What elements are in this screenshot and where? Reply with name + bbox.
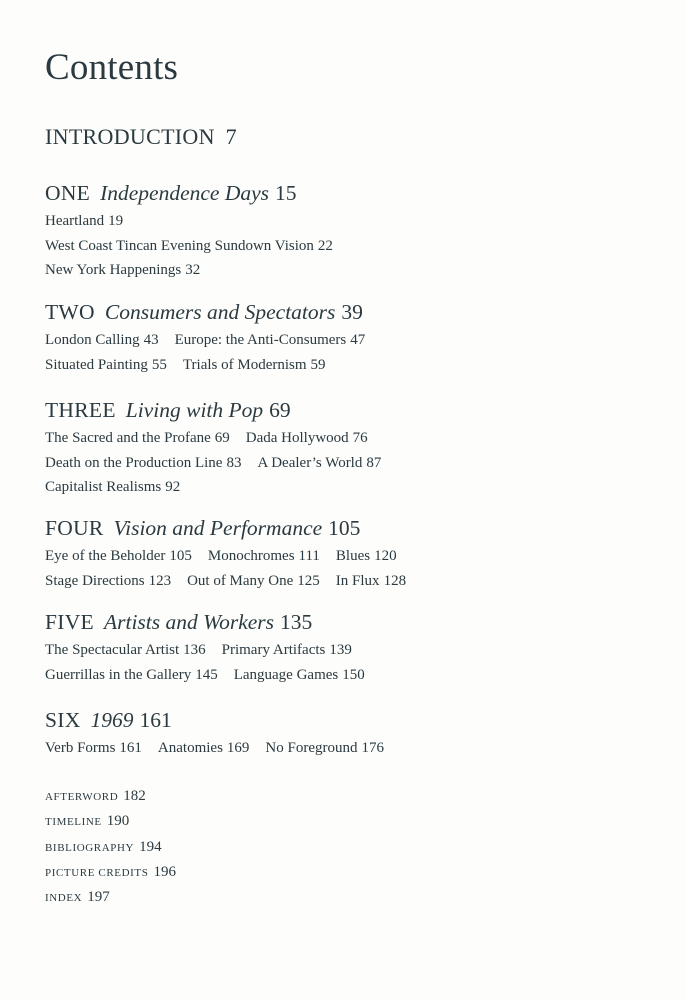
chapter-heading[interactable] xyxy=(45,705,665,735)
section-title: Death on the Production Line xyxy=(45,454,223,471)
chapter-heading[interactable] xyxy=(45,297,665,327)
section-page: 22 xyxy=(317,237,333,254)
section-title: Out of Many One xyxy=(187,572,294,589)
introduction-label: INTRODUCTION xyxy=(45,124,215,149)
back-matter-list xyxy=(45,784,176,910)
chapter-number: TWO xyxy=(45,300,95,324)
chapter-page: 69 xyxy=(269,398,291,422)
section-title: Language Games xyxy=(233,666,339,683)
section-entry[interactable] xyxy=(234,663,365,688)
section-entry[interactable] xyxy=(183,353,326,378)
section-title: Heartland xyxy=(45,213,105,229)
section-title: Capitalist Realisms xyxy=(45,479,162,495)
section-title: In Flux xyxy=(335,572,380,589)
section-title: Anatomies xyxy=(157,740,223,756)
chapter-heading[interactable] xyxy=(45,513,665,543)
section-page: 47 xyxy=(350,332,366,348)
section-entry[interactable] xyxy=(257,451,381,476)
section-page: 43 xyxy=(143,332,159,348)
section-entry[interactable] xyxy=(45,638,206,663)
section-title: London Calling xyxy=(45,332,140,348)
section-entry[interactable] xyxy=(45,328,159,353)
chapter-title: Vision and Performance xyxy=(113,516,323,540)
section-entry[interactable] xyxy=(265,736,384,761)
chapter-0 xyxy=(45,178,665,283)
chapter-heading[interactable] xyxy=(45,178,665,208)
section-title: The Sacred and the Profane xyxy=(45,430,211,446)
section-title: Situated Painting xyxy=(45,356,148,373)
chapter-page: 105 xyxy=(328,516,361,540)
back-matter-entry[interactable] xyxy=(45,860,176,885)
section-entry[interactable] xyxy=(45,209,123,234)
section-title: West Coast Tincan Evening Sundown Vision xyxy=(45,237,314,254)
back-matter-page: 182 xyxy=(123,788,146,804)
chapter-page: 161 xyxy=(139,708,172,732)
section-entry[interactable] xyxy=(45,569,171,594)
section-title: A Dealer’s World xyxy=(257,454,363,471)
back-matter-page: 196 xyxy=(153,863,176,880)
section-page: 87 xyxy=(366,454,382,471)
section-line xyxy=(45,209,665,234)
chapter-5 xyxy=(45,705,665,761)
section-page: 69 xyxy=(214,430,230,446)
section-entry[interactable] xyxy=(158,736,250,761)
back-matter-label: BIBLIOGRAPHY xyxy=(45,841,135,854)
section-title: Monochromes xyxy=(207,548,295,564)
section-entry[interactable] xyxy=(45,426,230,451)
section-entry[interactable] xyxy=(208,544,320,569)
section-page: 136 xyxy=(183,642,206,658)
section-entry[interactable] xyxy=(187,569,320,594)
introduction-page: 7 xyxy=(225,124,237,149)
section-page: 125 xyxy=(297,572,320,589)
chapter-number: THREE xyxy=(45,398,116,422)
section-title: Europe: the Anti-Consumers xyxy=(174,332,347,348)
section-line xyxy=(45,234,665,259)
section-entry[interactable] xyxy=(45,736,142,761)
section-line xyxy=(45,736,665,761)
section-line xyxy=(45,451,665,476)
chapter-page: 15 xyxy=(275,181,297,205)
section-entry[interactable] xyxy=(45,544,192,569)
section-entry[interactable] xyxy=(222,638,352,663)
chapter-number: FOUR xyxy=(45,516,104,540)
section-page: 176 xyxy=(361,740,384,756)
section-entry[interactable] xyxy=(246,426,368,451)
section-title: New York Happenings xyxy=(45,262,182,278)
chapter-title: Independence Days xyxy=(100,181,270,205)
section-page: 55 xyxy=(151,356,167,373)
section-line xyxy=(45,569,665,594)
section-page: 19 xyxy=(108,213,124,229)
section-title: Trials of Modernism xyxy=(182,356,307,373)
section-entry[interactable] xyxy=(45,451,241,476)
section-page: 59 xyxy=(310,356,326,373)
page-title: Contents xyxy=(45,47,179,88)
section-line xyxy=(45,544,665,569)
section-entry[interactable] xyxy=(45,475,180,500)
chapter-title: Artists and Workers xyxy=(103,610,275,634)
section-page: 128 xyxy=(383,572,407,589)
chapter-title: 1969 xyxy=(90,708,134,732)
back-matter-entry[interactable] xyxy=(45,784,176,809)
section-page: 123 xyxy=(148,572,172,589)
section-entry[interactable] xyxy=(45,258,200,283)
section-page: 105 xyxy=(169,548,192,564)
section-page: 76 xyxy=(352,430,368,446)
back-matter-page: 194 xyxy=(139,838,162,855)
chapter-2 xyxy=(45,395,665,500)
back-matter-label: AFTERWORD xyxy=(45,791,119,803)
back-matter-page: 197 xyxy=(87,889,110,906)
chapter-page: 135 xyxy=(280,610,313,634)
back-matter-label: TIMELINE xyxy=(45,816,102,829)
section-entry[interactable] xyxy=(175,328,366,353)
section-title: Primary Artifacts xyxy=(221,642,326,658)
section-page: 83 xyxy=(226,454,242,471)
back-matter-label: PICTURE CREDITS xyxy=(45,866,149,879)
chapter-number: SIX xyxy=(45,708,81,732)
section-title: Eye of the Beholder xyxy=(45,548,166,564)
section-entry[interactable] xyxy=(45,663,218,688)
section-page: 111 xyxy=(298,548,320,564)
section-title: Blues xyxy=(335,548,371,564)
section-title: The Spectacular Artist xyxy=(45,642,180,658)
chapter-3 xyxy=(45,513,665,593)
chapter-number: FIVE xyxy=(45,610,94,634)
section-title: Dada Hollywood xyxy=(245,430,349,446)
section-entry[interactable] xyxy=(45,234,333,259)
section-page: 32 xyxy=(185,262,201,278)
section-page: 150 xyxy=(342,666,365,683)
section-page: 145 xyxy=(195,666,218,683)
chapter-title: Consumers and Spectators xyxy=(104,300,336,324)
chapter-title: Living with Pop xyxy=(125,398,264,422)
section-title: No Foreground xyxy=(265,740,358,756)
section-entry[interactable] xyxy=(336,569,406,594)
section-line xyxy=(45,663,665,688)
chapter-4 xyxy=(45,607,665,687)
back-matter-label: INDEX xyxy=(45,892,83,905)
introduction-entry[interactable] xyxy=(45,122,237,152)
section-title: Guerrillas in the Gallery xyxy=(45,666,192,683)
back-matter-entry[interactable] xyxy=(45,885,176,910)
section-page: 169 xyxy=(226,740,250,756)
section-line xyxy=(45,258,665,283)
section-entry[interactable] xyxy=(45,353,167,378)
back-matter-page: 190 xyxy=(106,813,130,830)
section-line xyxy=(45,638,665,663)
chapter-number: ONE xyxy=(45,181,91,205)
section-page: 161 xyxy=(119,740,142,756)
section-page: 120 xyxy=(374,548,397,564)
section-title: Verb Forms xyxy=(45,740,116,756)
section-line xyxy=(45,328,665,353)
section-line xyxy=(45,475,665,500)
chapter-1 xyxy=(45,297,665,377)
chapter-page: 39 xyxy=(341,300,363,324)
chapter-heading[interactable] xyxy=(45,607,665,637)
section-page: 92 xyxy=(165,479,181,495)
section-line xyxy=(45,353,665,378)
section-title: Stage Directions xyxy=(45,572,145,589)
chapter-heading[interactable] xyxy=(45,395,665,425)
back-matter-entry[interactable] xyxy=(45,809,176,834)
section-line xyxy=(45,426,665,451)
section-page: 139 xyxy=(329,642,352,658)
section-entry[interactable] xyxy=(336,544,397,569)
back-matter-entry[interactable] xyxy=(45,835,176,860)
